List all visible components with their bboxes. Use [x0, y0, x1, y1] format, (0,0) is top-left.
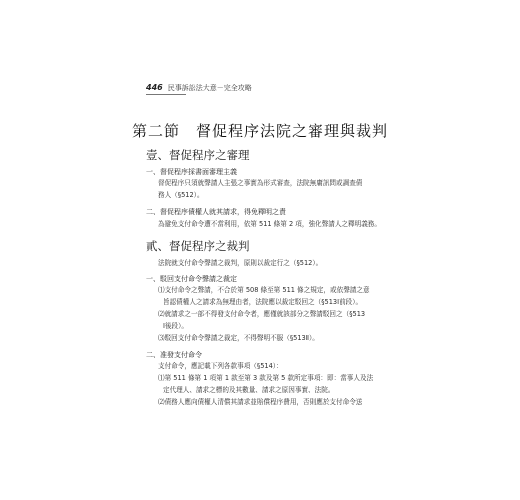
part1-item1-line1: 督促程序只須就聲請人主張之事實為形式審查，法院無庸訊問或調查債	[158, 179, 363, 187]
part2-item1-line1: ⑴支付命令之聲請，不合於第 508 條至第 511 條之規定，或依聲請之意	[158, 286, 370, 294]
part2-item2-line3: 定代理人、請求之標的及其數量、請求之原因事實、法院。	[163, 386, 335, 394]
running-header	[146, 83, 252, 93]
part2-heading: 貳、督促程序之裁判	[146, 239, 250, 253]
part2-item1-title: 一、駁回支付命令聲請之裁定	[146, 275, 237, 283]
header-rule	[146, 94, 186, 95]
part1-item2-line1: 為避免支付命令遭不當利用，依第 511 條第 2 項，強化聲請人之釋明義務。	[158, 220, 381, 228]
part2-item1-line4: Ⅰ後段）。	[163, 322, 189, 330]
part1-item2-title: 二、督促程序債權人就其請求，得免釋明之責	[146, 208, 286, 216]
page-number: 446	[146, 83, 163, 92]
section-title: 第二節 督促程序法院之審理與裁判	[131, 122, 388, 140]
part2-item2-line4: ⑵債務人應向債權人清償其請求並賠償程序費用，否則應於支付命令送	[158, 398, 363, 406]
part2-item1-line3: ⑵就請求之一部不得發支付命令者，應僅就該部分之聲請駁回之（§513	[158, 310, 366, 318]
part2-item2-line1: 支付命令，應記載下列各款事項（§514）：	[158, 362, 283, 370]
part1-heading: 壹、督促程序之審理	[146, 148, 250, 162]
running-title: 民事訴訟法大意－完全攻略	[167, 84, 252, 92]
part2-item2-title: 二、准發支付命令	[146, 351, 202, 359]
part2-item1-line2: 旨認債權人之請求為無理由者，法院應以裁定駁回之（§513Ⅰ前段）。	[163, 298, 363, 306]
part2-item1-line5: ⑶駁回支付命令聲請之裁定，不得聲明不服（§513Ⅱ）。	[158, 334, 319, 342]
part1-item1-line2: 務人（§512）。	[158, 191, 204, 199]
part2-item2-line2: ⑴第 511 條第 1 項第 1 款至第 3 款及第 5 款所定事項：即：當事人及法	[158, 374, 374, 382]
part2-intro: 法院就支付命令聲請之裁判，原則以裁定行之（§512）。	[158, 259, 323, 267]
part1-item1-title: 一、督促程序採書面審理主義	[146, 168, 237, 176]
